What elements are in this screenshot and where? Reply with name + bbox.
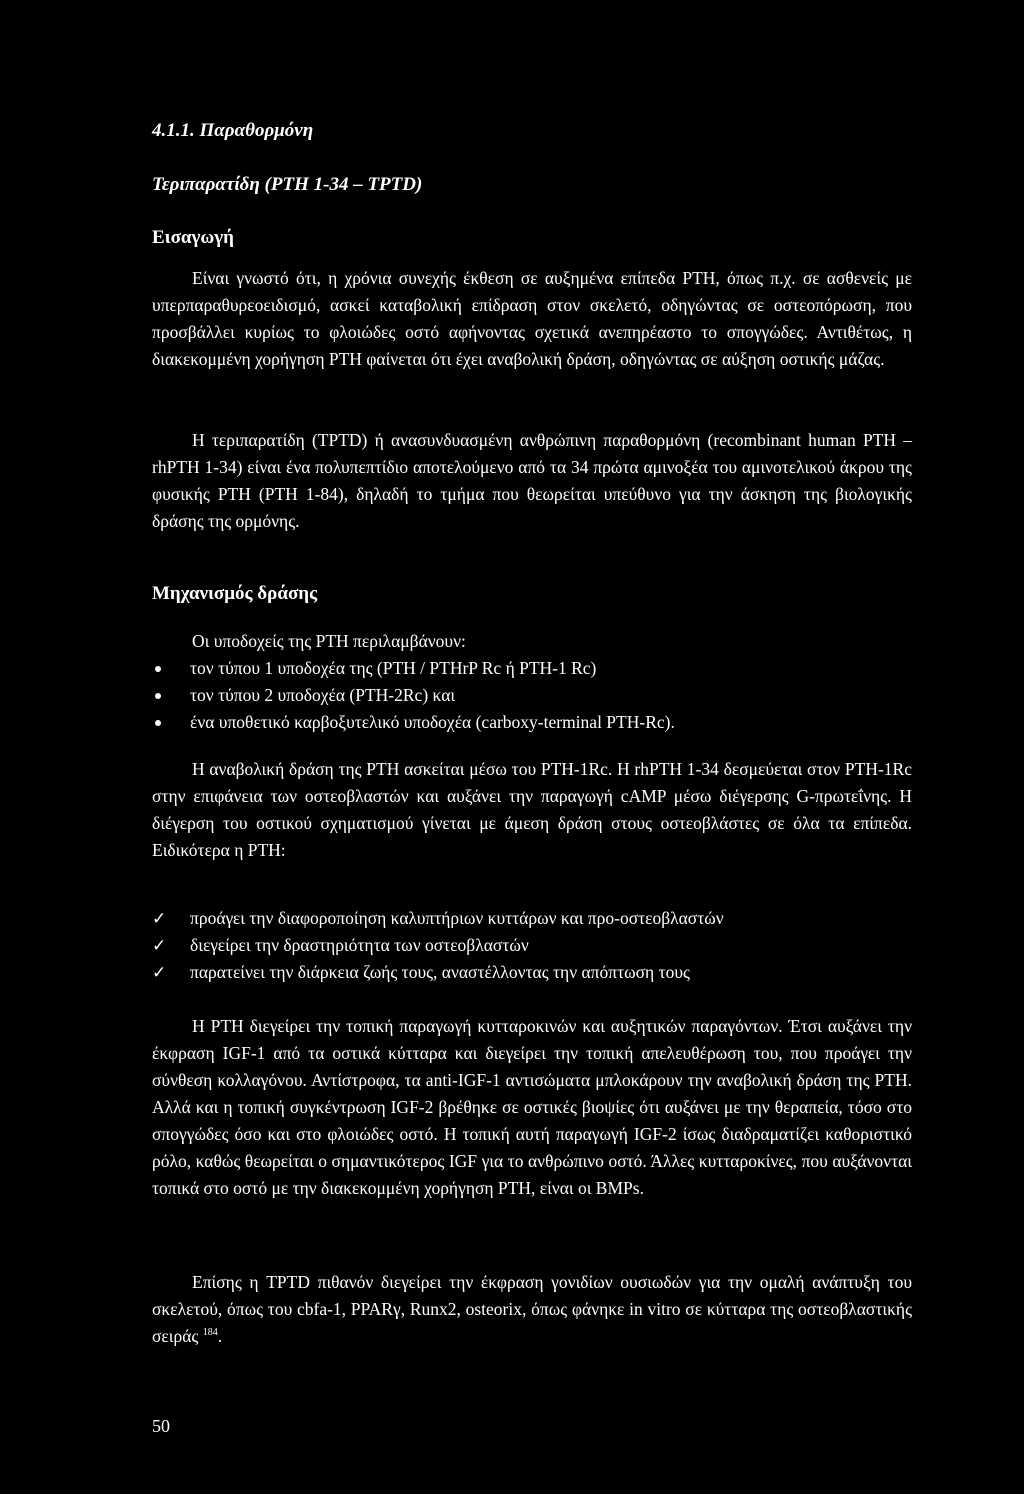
intro-paragraph-2: Η τεριπαρατίδη (TPTD) ή ανασυνδυασμένη ανθρώπινη παραθορμόνη (recombinant human PTH – rhPTH 1-34) είναι ένα πολυπεπτίδιο αποτελούμενο από τα 34 πρώτα αμινοξέα του αμινοτελικού άκρου της φυσικής PTH (PTH 1-84), δηλαδή το τμήμα που θεωρείται υπεύθυνο για την άσκηση της βιολογικής δράσης της ορμόνης. [152,430,912,531]
receptor-list [152,655,675,736]
check-mark-icon: ✓ [152,909,167,928]
intro-heading: Εισαγωγή [152,227,234,248]
bullet-dot-icon [155,720,161,726]
intro-paragraph-1: Είναι γνωστό ότι, η χρόνια συνεχής έκθεση σε αυξημένα επίπεδα PTH, όπως π.χ. σε ασθενείς με υπερπαραθυρεοειδισμό, ασκεί καταβολική επίδραση στον σκελετό, οδηγώντας σε οστεοπόρωση, που προσβάλλει κυρίως το φλοιώδες οστό αφήνοντας σχετικά ανεπηρέαστο το σπογγώδες. Αντιθέτως, η διακεκομμένη χορήγηση PTH φαίνεται ότι έχει αναβολική δράση, οδηγώντας σε αύξηση οστικής μάζας. [152,268,912,369]
list-item-text: διεγείρει την δραστηριότητα των οστεοβλαστών [190,935,529,955]
mechanism-paragraph-2: Η PTH διεγείρει την τοπική παραγωγή κυτταροκινών και αυξητικών παραγόντων. Έτσι αυξάνει την έκφραση IGF-1 από τα οστικά κύτταρα και διεγείρει την τοπική απελευθέρωση του, που προάγει την σύνθεση κολλαγόνου. Αντίστροφα, τα anti-IGF-1 αντισώματα μπλοκάρουν την αναβολική δράση της PTH. Αλλά και η τοπική συγκέντρωση IGF-2 βρέθηκε σε οστικές βιοψίες ότι αυξάνει με την θεραπεία, τόσο στο σπογγώδες όσο και στο φλοιώδες οστό. Η τοπική αυτή παραγωγή IGF-2 ίσως διαδραματίζει καθοριστικό ρόλο, καθώς θεωρείται ο σημαντικότερος IGF για το ανθρώπινο οστό. Άλλες κυτταροκίνες, που αυξάνονται τοπικά στο οστό με την διακεκομμένη χορήγηση PTH, είναι οι BMPs. [152,1016,912,1198]
list-item-text: προάγει την διαφοροποίηση καλυπτήριων κυττάρων και προ-οστεοβλαστών [190,908,724,928]
list-item-text: τον τύπου 2 υποδοχέα (PTH-2Rc) και [190,685,456,705]
check-mark-icon: ✓ [152,963,167,982]
bullet-dot-icon [155,666,161,672]
section-title: 4.1.1. Παραθορμόνη [152,120,314,141]
bullet-dot-icon [155,693,161,699]
list-item-text: τον τύπου 1 υποδοχέα της (PTH / PTHrP Rc ή PTH-1 Rc) [190,658,597,678]
list-item [152,682,675,709]
list-item [152,905,724,932]
paragraph-end: . [217,1326,223,1346]
mechanism-paragraph-3 [152,1269,912,1350]
page-number: 50 [152,1416,170,1436]
list-item [152,932,724,959]
list-item [152,655,675,682]
list-item-text: ένα υποθετικό καρβοξυτελικό υποδοχέα (carboxy-terminal PTH-Rc). [190,712,675,732]
list-item [152,709,675,736]
section-subtitle: Τεριπαρατίδη (PTH 1-34 – TPTD) [152,174,423,195]
mechanism-heading: Μηχανισμός δράσης [152,583,318,604]
list-item-text: παρατείνει την διάρκεια ζωής τους, αναστέλλοντας την απόπτωση τους [190,962,690,982]
receptors-intro: Οι υποδοχείς της PTH περιλαμβάνουν: [192,631,466,651]
list-item [152,959,724,986]
mechanism-paragraph-1: Η αναβολική δράση της PTH ασκείται μέσω του PTH-1Rc. Η rhPTH 1-34 δεσμεύεται στον PTH-1Rc στην επιφάνεια των οστεοβλαστών και αυξάνει την παραγωγή cAMP μέσω διέγερσης G-πρωτεΐνης. Η διέγερση του οστικού σχηματισμού γίνεται με άμεση δράση στους οστεοβλάστες σε όλα τα επίπεδα. Ειδικότερα η PTH: [152,759,912,860]
effects-list [152,905,724,986]
paragraph-text: Επίσης η TPTD πιθανόν διεγείρει την έκφραση γονιδίων ουσιωδών για την ομαλή ανάπτυξη του σκελετού, όπως του cbfa-1, PPARγ, Runx2, osteorix, όπως φάνηκε in vitro σε κύτταρα της οστεοβλαστικής σειράς [152,1272,912,1346]
check-mark-icon: ✓ [152,936,167,955]
reference-number: 184 [202,1327,218,1339]
